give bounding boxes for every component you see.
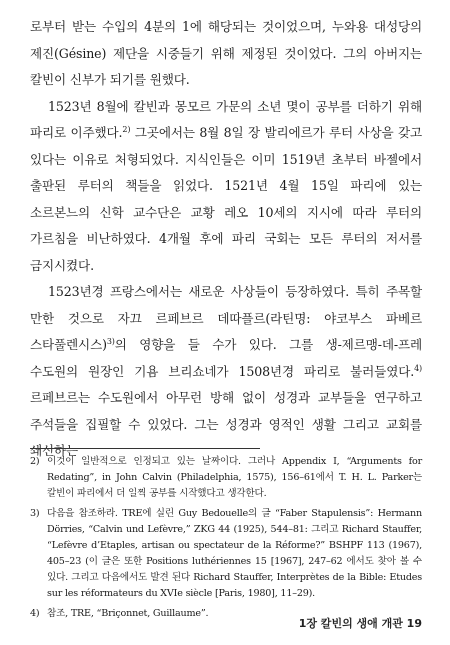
page-footer: 1장 칼빈의 생애 개관 19 <box>298 617 422 630</box>
body-text <box>30 14 422 465</box>
footnote <box>30 454 422 502</box>
footnotes <box>30 454 422 626</box>
footnote-ref[interactable]: 3) <box>106 336 115 346</box>
paragraph: 1523년경 프랑스에서는 새로운 사상들이 등장하였다. 특히 주목할 만한 것으로 자끄 르페브르 데따플르(라틴명: 야코부스 파베르 스타풀렌시스)$^{3)}$의 영향을 들 수가 있다. 그를 생-제르맹-데-프레 수도원의 원장인 기욤 브리쇼네가 1508년경 파리로 불러들였다.$^{4)}$ 르페브르는 수도원에서 아무런 방해 없이 성경과 교부들을 연구하고 주석들을 집필할 수 있었다. 그는 성경과 영적인 생활 그리고 교회를 쇄신하는 <box>30 284 422 458</box>
footnote-text: 다음을 참조하라. TRE에 실린 Guy Bedouelle의 글 “Faber Stapulensis”: Hermann Dörries, “Calvin und Lefèvre,” ZKG 44 (1925), 544–81: 그리고 Richard Stauffer, “Lefèvre d’Etaples, artisan ou spectateur de la Réforme?” BSHPF 113 (1967), 405–23 (이 글은 또한 Positions luthériennes 15 [1967], 247–62 에서도 찾아 볼 수 있다. 그리고 다음에서도 발견 된다 Richard Stauffer, Interprètes de la Bible: Etudes sur les réformateurs du XVIe siècle [Paris, 1980], 11–29). <box>47 508 422 599</box>
footnote-text: 참조, TRE, “Briçonnet, Guillaume”. <box>47 608 209 619</box>
paragraph: 로부터 받는 수입의 4분의 1에 해당되는 것이었으며, 누와용 대성당의 제진(Gésine) 제단을 시중들기 위해 제정된 것이었다. 그의 아버지는 칼빈이 신부가 되기를 원했다. <box>30 19 422 87</box>
paragraph: 1523년 8월에 칼빈과 몽모르 가문의 소년 몇이 공부를 더하기 위해 파리로 이주했다.$^{2)}$ 그곳에서는 8월 8일 장 발리에르가 루터 사상을 갖고 있다는 이유로 처형되었다. 지식인들은 이미 1519년 초부터 바젤에서 출판된 루터의 책들을 읽었다. 1521년 4월 15일 파리에 있는 소르본느의 신학 교수단은 교황 레오 10세의 지시에 따라 루터의 가르침을 비난하였다. 4개월 후에 파리 국회는 모든 루터의 저서를 금지시켰다. <box>30 98 422 273</box>
footnote-number: 4) <box>30 608 40 619</box>
footnote-divider <box>30 448 260 449</box>
footnote <box>30 506 422 602</box>
footnote-ref[interactable]: 4) <box>414 363 422 373</box>
footnote-number: 2) <box>30 456 40 467</box>
footnote-number: 3) <box>30 508 40 519</box>
footnote-text: 이것이 일반적으로 인정되고 있는 날짜이다. 그러나 Appendix I, “Arguments for Redating”, in John Calvin (Philadelphia, 1575), 156–61에서 T. H. L. Parker는 칼빈이 파리에서 더 일찍 공부를 시작했다고 생각한다. <box>47 456 422 499</box>
footnote-ref[interactable]: 2) <box>122 124 131 134</box>
